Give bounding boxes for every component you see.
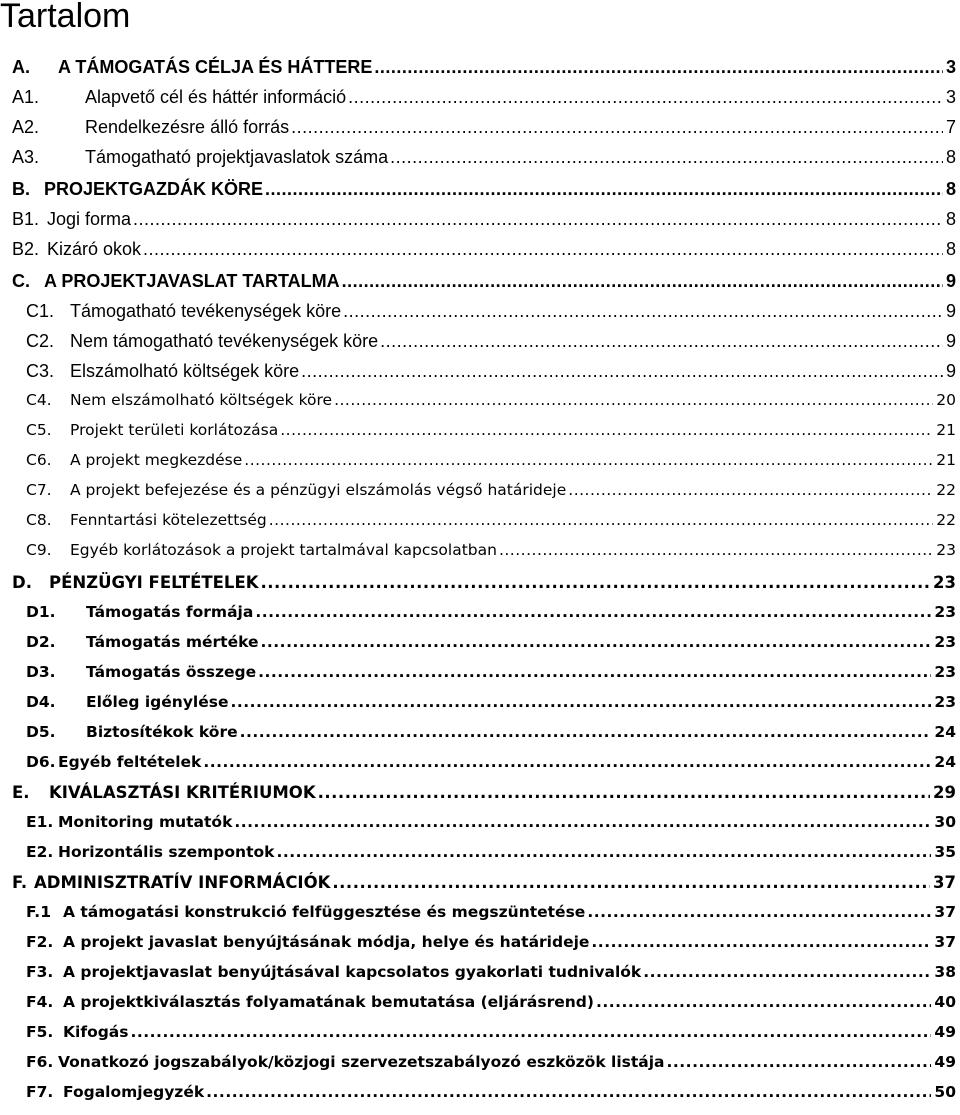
toc-entry-title: PÉNZÜGYI FELTÉTELEK	[49, 573, 259, 592]
toc-entry[interactable]	[26, 391, 956, 415]
toc-entry[interactable]	[26, 1083, 956, 1107]
toc-entry-number: D.	[12, 573, 32, 592]
toc-dot-leader	[203, 753, 931, 771]
toc-entry[interactable]	[26, 421, 956, 445]
toc-dot-leader	[240, 723, 932, 741]
toc-entry[interactable]	[26, 603, 956, 627]
toc-dot-leader	[280, 421, 933, 439]
toc-entry-title: KIVÁLASZTÁSI KRITÉRIUMOK	[49, 783, 316, 802]
toc-entry[interactable]	[26, 301, 956, 325]
toc-entry-number: D4.	[26, 693, 56, 711]
toc-entry-number: F7.	[26, 1083, 54, 1101]
toc-entry-page: 29	[933, 783, 956, 802]
toc-entry-number: A3.	[12, 147, 40, 167]
toc-dot-leader	[667, 1053, 932, 1071]
toc-entry-number: F.1	[26, 903, 51, 921]
toc-entry-number: C4.	[26, 391, 52, 409]
toc-entry-number: F2.	[26, 933, 54, 951]
toc-entry[interactable]	[26, 903, 956, 927]
toc-entry-title: Támogatás mértéke	[86, 633, 259, 651]
toc-entry-title: Monitoring mutatók	[58, 813, 233, 831]
toc-entry-page: 8	[945, 239, 956, 259]
toc-entry-number: E2.	[26, 843, 54, 861]
toc-entry-page: 21	[936, 451, 956, 469]
toc-entry-page: 8	[945, 209, 956, 229]
toc-entry-number: F.	[12, 873, 28, 892]
toc-entry-page: 50	[934, 1083, 956, 1101]
toc-entry-title: Horizontális szempontok	[58, 843, 275, 861]
toc-entry-page: 23	[934, 633, 956, 651]
toc-entry-page: 9	[945, 271, 956, 291]
toc-entry[interactable]	[12, 239, 956, 263]
toc-entry-number: B2.	[12, 239, 40, 259]
toc-entry-number: A1.	[12, 87, 40, 107]
toc-entry-title: Támogatás formája	[86, 603, 254, 621]
toc-entry-title: A projektkiválasztás folyamatának bemutatása (eljárásrend)	[63, 993, 594, 1011]
toc-entry-page: 24	[934, 723, 956, 741]
toc-entry-page: 21	[936, 421, 956, 439]
toc-entry-number: E.	[12, 783, 30, 802]
toc-entry-title: Nem támogatható tevékenységek köre	[70, 331, 379, 351]
toc-entry-page: 24	[934, 753, 956, 771]
toc-entry[interactable]	[26, 1023, 956, 1047]
toc-dot-leader	[276, 843, 931, 861]
toc-dot-leader	[390, 147, 943, 168]
toc-dot-leader	[261, 633, 932, 651]
toc-entry-number: C1.	[26, 301, 55, 321]
toc-dot-leader	[131, 1023, 932, 1041]
toc-entry-page: 40	[934, 993, 956, 1011]
toc-entry-page: 23	[934, 693, 956, 711]
toc-entry-title: Egyéb feltételek	[58, 753, 202, 771]
toc-dot-leader	[596, 993, 931, 1011]
toc-dot-leader	[643, 963, 931, 981]
toc-entry-page: 35	[934, 843, 956, 861]
toc-entry-number: F5.	[26, 1023, 54, 1041]
toc-dot-leader	[143, 239, 943, 260]
toc-entry-page: 9	[945, 331, 956, 351]
toc-entry[interactable]	[26, 481, 956, 505]
toc-entry-page: 49	[934, 1023, 956, 1041]
toc-entry-number: B1.	[12, 209, 40, 229]
toc-entry[interactable]	[26, 993, 956, 1017]
toc-dot-leader	[587, 903, 931, 921]
toc-entry[interactable]	[12, 147, 956, 171]
toc-entry-number: F4.	[26, 993, 54, 1011]
toc-dot-leader	[343, 301, 943, 322]
toc-entry[interactable]	[12, 209, 956, 233]
toc-entry-page: 37	[934, 933, 956, 951]
toc-entry[interactable]	[26, 331, 956, 355]
toc-entry[interactable]	[12, 873, 956, 897]
toc-entry-number: D3.	[26, 663, 56, 681]
toc-entry-page: 8	[945, 179, 956, 199]
toc-entry-title: Rendelkezésre álló forrás	[85, 117, 290, 137]
toc-entry-title: Egyéb korlátozások a projekt tartalmával kapcsolatban	[70, 541, 497, 559]
toc-entry[interactable]	[26, 663, 956, 687]
toc-entry-number: C6.	[26, 451, 52, 469]
toc-entry-title: Előleg igénylése	[86, 693, 229, 711]
toc-entry-number: C3.	[26, 361, 55, 381]
toc-entry-number: D1.	[26, 603, 56, 621]
toc-dot-leader	[342, 271, 943, 292]
toc-entry[interactable]	[12, 271, 956, 295]
toc-entry-number: D5.	[26, 723, 56, 741]
toc-entry[interactable]	[12, 783, 956, 807]
toc-entry-title: Projekt területi korlátozása	[70, 421, 279, 439]
toc-entry-page: 20	[936, 391, 956, 409]
toc-entry[interactable]	[26, 843, 956, 867]
toc-entry-page: 23	[936, 541, 956, 559]
toc-dot-leader	[133, 209, 943, 230]
toc-entry-page: 37	[934, 903, 956, 921]
toc-entry-page: 22	[936, 511, 956, 529]
toc-entry-page: 7	[945, 117, 956, 137]
toc-entry[interactable]	[26, 693, 956, 717]
toc-entry-title: Nem elszámolható költségek köre	[70, 391, 333, 409]
toc-entry-number: F3.	[26, 963, 54, 981]
toc-entry-title: Támogatható projektjavaslatok száma	[85, 147, 389, 167]
toc-dot-leader	[261, 573, 931, 592]
toc-entry-number: D6.	[26, 753, 56, 771]
toc-entry-page: 23	[934, 603, 956, 621]
toc-entry[interactable]	[26, 541, 956, 565]
toc-dot-leader	[291, 117, 943, 138]
toc-dot-leader	[591, 933, 931, 951]
toc-dot-leader	[206, 1083, 931, 1101]
toc-entry-page: 49	[934, 1053, 956, 1071]
toc-entry-number: B.	[12, 179, 30, 199]
toc-dot-leader	[234, 813, 931, 831]
toc-dot-leader	[334, 391, 933, 409]
toc-entry-page: 30	[934, 813, 956, 831]
toc-entry[interactable]	[26, 1053, 956, 1077]
toc-entry-title: Biztosítékok köre	[86, 723, 238, 741]
toc-dot-leader	[332, 873, 930, 892]
toc-entry[interactable]	[26, 753, 956, 777]
toc-entry-title: Vonatkozó jogszabályok/közjogi szervezetszabályozó eszközök listája	[58, 1053, 665, 1071]
toc-entry[interactable]	[12, 87, 956, 111]
toc-dot-leader	[380, 331, 943, 352]
toc-entry-page: 3	[945, 87, 956, 107]
toc-dot-leader	[244, 451, 933, 469]
toc-entry-page: 8	[945, 147, 956, 167]
toc-entry-number: C9.	[26, 541, 52, 559]
toc-entry-title: Fogalomjegyzék	[63, 1083, 205, 1101]
toc-dot-leader	[255, 603, 931, 621]
toc-entry[interactable]	[12, 57, 956, 81]
toc-entry-number: F6.	[26, 1053, 54, 1071]
toc-entry-title: ADMINISZTRATÍV INFORMÁCIÓK	[34, 873, 331, 892]
toc-entry-page: 9	[945, 361, 956, 381]
toc-dot-leader	[374, 57, 943, 78]
toc-dot-leader	[231, 693, 932, 711]
toc-entry-title: A TÁMOGATÁS CÉLJA ÉS HÁTTERE	[58, 57, 373, 77]
toc-dot-leader	[348, 87, 943, 108]
toc-dot-leader	[499, 541, 933, 559]
toc-entry[interactable]	[26, 813, 956, 837]
toc-entry-page: 3	[945, 57, 956, 77]
toc-entry-number: E1.	[26, 813, 54, 831]
toc-entry-page: 38	[934, 963, 956, 981]
toc-entry-page: 22	[936, 481, 956, 499]
toc-entry[interactable]	[26, 723, 956, 747]
toc-entry-title: Fenntartási kötelezettség	[70, 511, 267, 529]
toc-dot-leader	[258, 663, 931, 681]
toc-entry-number: C2.	[26, 331, 55, 351]
toc-entry[interactable]	[26, 451, 956, 475]
toc-entry[interactable]	[26, 511, 956, 535]
toc-entry[interactable]	[12, 573, 956, 597]
toc-entry-number: C7.	[26, 481, 52, 499]
toc-entry-number: D2.	[26, 633, 56, 651]
toc-entry-title: Elszámolható költségek köre	[70, 361, 300, 381]
toc-dot-leader	[265, 179, 943, 200]
toc-entry-title: A projekt befejezése és a pénzügyi elszámolás végső határideje	[70, 481, 567, 499]
toc-entry[interactable]	[26, 933, 956, 957]
toc-entry-title: Támogatás összege	[86, 663, 257, 681]
toc-entry-number: A.	[12, 57, 30, 77]
toc-entry-title: A támogatási konstrukció felfüggesztése és megszüntetése	[63, 903, 586, 921]
toc-entry-page: 23	[934, 663, 956, 681]
toc-entry[interactable]	[12, 179, 956, 203]
toc-entry-page: 9	[945, 301, 956, 321]
toc-entry-number: C5.	[26, 421, 52, 439]
toc-entry[interactable]	[26, 633, 956, 657]
toc-entry-title: Jogi forma	[47, 209, 132, 229]
toc-entry-title: Támogatható tevékenységek köre	[70, 301, 342, 321]
toc-entry[interactable]	[12, 117, 956, 141]
toc-entry-title: PROJEKTGAZDÁK KÖRE	[44, 179, 264, 199]
toc-entry-title: A projekt javaslat benyújtásának módja, helye és határideje	[63, 933, 590, 951]
toc-entry[interactable]	[26, 361, 956, 385]
toc-entry-title: Alapvető cél és háttér információ	[85, 87, 347, 107]
toc-dot-leader	[269, 511, 934, 529]
toc-dot-leader	[318, 783, 930, 802]
toc-dot-leader	[301, 361, 943, 382]
toc-entry-title: Kizáró okok	[47, 239, 142, 259]
toc-entry-title: Kifogás	[63, 1023, 129, 1041]
toc-entry-page: 37	[933, 873, 956, 892]
toc-entry-title: A projekt megkezdése	[70, 451, 243, 469]
toc-entry-page: 23	[933, 573, 956, 592]
toc-entry[interactable]	[26, 963, 956, 987]
toc-entry-number: C.	[12, 271, 30, 291]
toc-entry-title: A PROJEKTJAVASLAT TARTALMA	[44, 271, 340, 291]
toc-entry-title: A projektjavaslat benyújtásával kapcsolatos gyakorlati tudnivalók	[63, 963, 642, 981]
toc-dot-leader	[568, 481, 933, 499]
toc-entry-number: C8.	[26, 511, 52, 529]
toc-entry-number: A2.	[12, 117, 40, 137]
page-title: Tartalom	[0, 0, 131, 35]
